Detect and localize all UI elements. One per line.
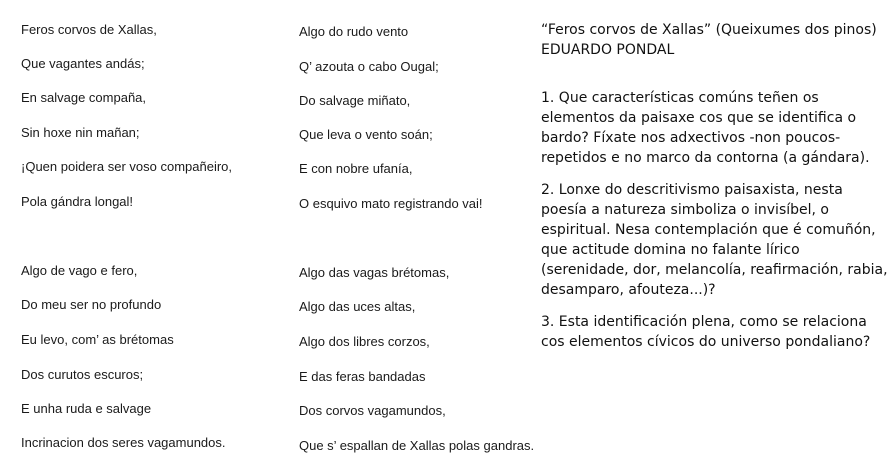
questions-panel [541, 20, 891, 364]
verse-line: Dos corvos vagamundos, [299, 403, 446, 418]
verse-line: Algo de vago e fero, [21, 263, 138, 278]
verse-line: Algo das vagas brétomas, [299, 265, 450, 280]
question-3: 3. Esta identificación plena, como se relaciona cos elementos cívicos do universo pondaliano? [541, 314, 871, 350]
verse-line: Que vagantes andás; [21, 56, 145, 71]
poem-column-left [21, 0, 291, 473]
verse-line: En salvage compaña, [21, 90, 147, 105]
verse-line: Feros corvos de Xallas, [21, 22, 157, 37]
verse-line: Que s’ espallan de Xallas polas gandras. [299, 438, 535, 453]
verse-line: E con nobre ufanía, [299, 161, 413, 176]
verse-line: Q’ azouta o cabo Ougal; [299, 59, 439, 74]
verse-line: ¡Quen poidera ser voso compañeiro, [21, 159, 233, 174]
verse-line: Do meu ser no profundo [21, 297, 162, 312]
verse-line: Que leva o vento soán; [299, 127, 433, 142]
author-name: EDUARDO PONDAL [541, 42, 675, 58]
poem-column-middle [299, 0, 539, 473]
verse-line: Sin hoxe nin mañan; [21, 125, 140, 140]
question-1: 1. Que características comúns teñen os elementos da paisaxe cos que se identifica o bardo? Fíxate nos adxectivos -non poucos- repetidos e no marco da contorna (a gándara). [541, 90, 870, 166]
verse-line: O esquivo mato registrando vai! [299, 196, 483, 211]
verse-line: E unha ruda e salvage [21, 401, 152, 416]
poem-title: “Feros corvos de Xallas” (Queixumes dos pinos) [541, 22, 877, 38]
panel-heading [541, 20, 891, 60]
verse-line: Dos curutos escuros; [21, 367, 144, 382]
question-2: 2. Lonxe do descritivismo paisaxista, nesta poesía a natureza simboliza o invisíbel, o espiritual. Nesa contemplación que é comuñón, que actitude domina no falante lírico (serenidade, dor, melancolía, reafirmación, rabia, desamparo, afouteza...)? [541, 182, 888, 298]
verse-line: Algo das uces altas, [299, 299, 416, 314]
verse-line: Do salvage miñato, [299, 93, 411, 108]
verse-line: Algo dos libres corzos, [299, 334, 430, 349]
verse-line: Algo do rudo vento [299, 24, 409, 39]
verse-line: E das feras bandadas [299, 369, 426, 384]
verse-line: Pola gándra longal! [21, 194, 134, 209]
verse-line: Eu levo, com’ as brétomas [21, 332, 174, 347]
verse-line: Incrinacion dos seres vagamundos. [21, 435, 226, 450]
